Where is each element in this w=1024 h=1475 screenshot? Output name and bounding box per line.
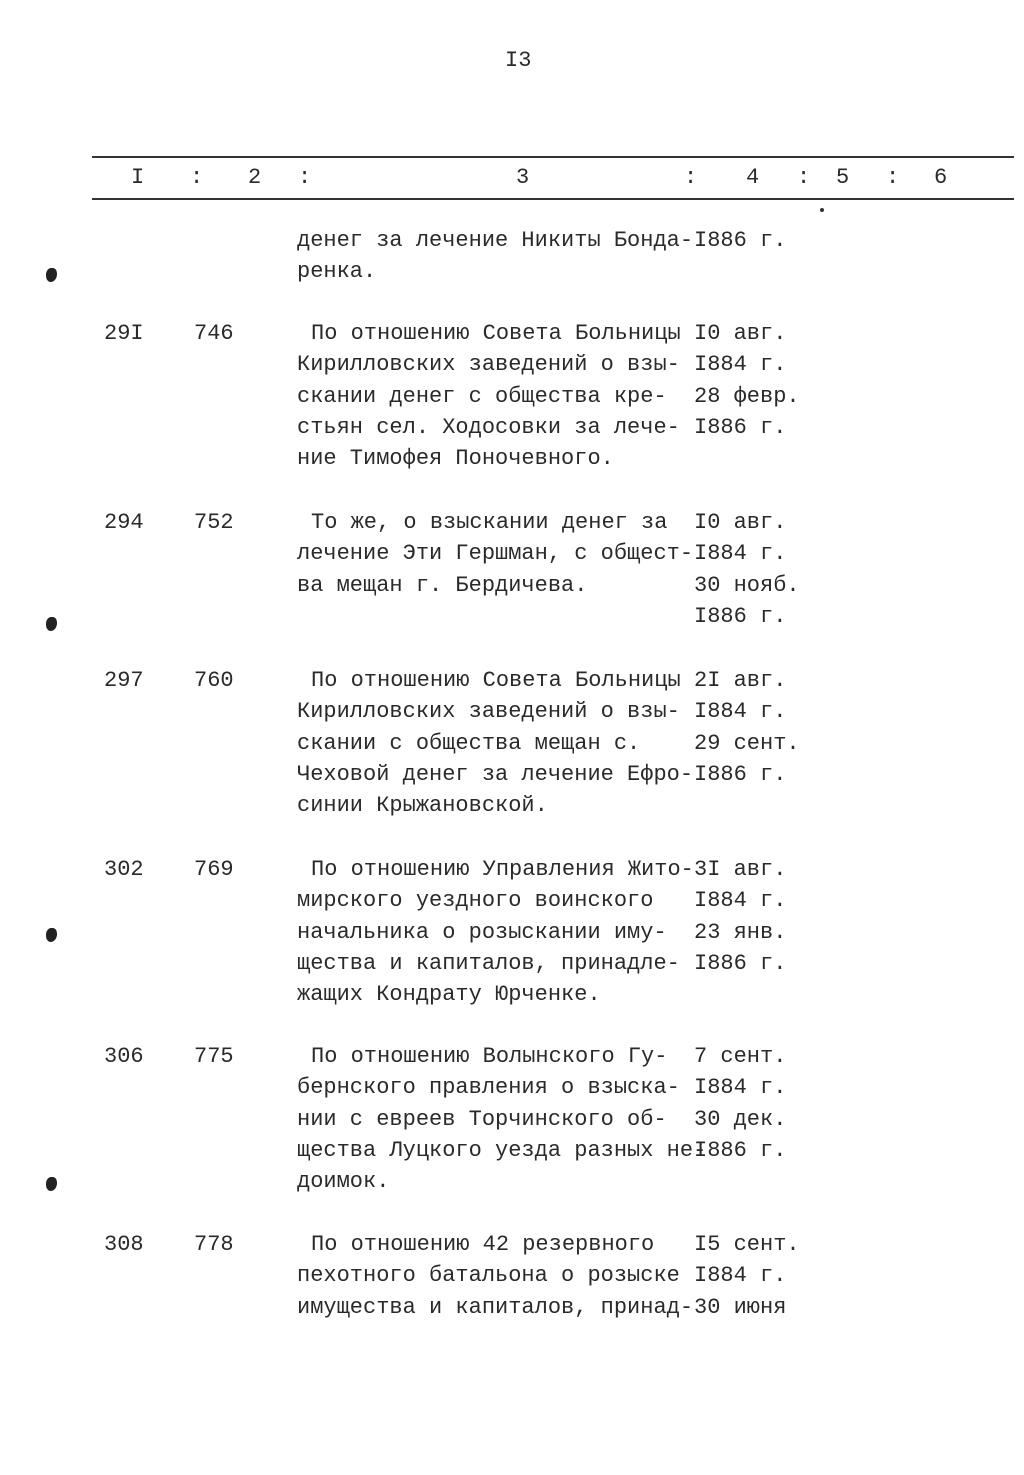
entry-dates bbox=[694, 225, 824, 256]
date-line: I884 г. bbox=[694, 1075, 787, 1101]
date-line: I884 г. bbox=[694, 352, 787, 378]
date-line: 30 июня bbox=[694, 1294, 787, 1320]
date-line: I884 г. bbox=[694, 541, 787, 567]
description-line: пехотного батальона о розыске bbox=[297, 1263, 680, 1289]
description-line: денег за лечение Никиты Бонда- bbox=[297, 228, 694, 253]
description-line: начальника о розыскании иму- bbox=[297, 919, 667, 945]
entry-file-number: 752 bbox=[194, 510, 234, 535]
description-line: синии Крыжановской. bbox=[297, 793, 548, 819]
entry-file-number: 778 bbox=[194, 1232, 234, 1257]
description-line: бернского правления о взыска- bbox=[297, 1075, 680, 1101]
column-header-3: 3 bbox=[516, 165, 530, 190]
column-separator: : bbox=[797, 165, 811, 190]
description-line: скании с общества мещан с. bbox=[297, 730, 641, 756]
entry-description bbox=[297, 1041, 707, 1197]
entry-dates bbox=[694, 665, 824, 790]
description-line: доимок. bbox=[297, 1169, 390, 1195]
entry-number: 302 bbox=[104, 857, 144, 882]
date-line: I884 г. bbox=[694, 699, 787, 725]
date-line: 30 нояб. bbox=[694, 572, 800, 598]
entry-number: 308 bbox=[104, 1232, 144, 1257]
date-line: I884 г. bbox=[694, 1263, 787, 1289]
entry-description bbox=[297, 854, 697, 1010]
entry-number: 306 bbox=[104, 1044, 144, 1069]
date-line: I886 г. bbox=[694, 761, 787, 787]
entry-dates bbox=[694, 318, 824, 443]
column-separator: : bbox=[684, 165, 698, 190]
entry-dates bbox=[694, 507, 824, 632]
date-line: 30 дек. bbox=[694, 1106, 787, 1132]
description-line: ние Тимофея Поночевного. bbox=[297, 446, 614, 472]
column-separator: : bbox=[190, 165, 204, 190]
binding-hole-mark bbox=[46, 928, 57, 942]
date-line: I886 г. bbox=[694, 603, 787, 629]
column-header-2: 2 bbox=[248, 165, 262, 190]
entry-number: 29I bbox=[104, 321, 144, 346]
date-line: I0 авг. bbox=[694, 321, 787, 346]
date-line: I884 г. bbox=[694, 888, 787, 914]
description-line: По отношению Волынского Гу- bbox=[311, 1044, 668, 1069]
date-line: I886 г. bbox=[694, 1137, 787, 1163]
page-number: I3 bbox=[505, 48, 532, 73]
description-line: щества Луцкого уезда разных не- bbox=[297, 1137, 707, 1163]
description-line: стьян сел. Ходосовки за лече- bbox=[297, 414, 680, 440]
description-line: ва мещан г. Бердичева. bbox=[297, 572, 588, 598]
entry-number: 294 bbox=[104, 510, 144, 535]
date-line: 2I авг. bbox=[694, 668, 787, 693]
date-line: 3I авг. bbox=[694, 857, 787, 882]
entry-description bbox=[297, 665, 697, 821]
date-line: I886 г. bbox=[694, 228, 787, 253]
description-line: нии с евреев Торчинского об- bbox=[297, 1106, 667, 1132]
description-line: По отношению 42 резервного bbox=[311, 1232, 655, 1257]
date-line: I5 сент. bbox=[694, 1232, 800, 1257]
date-line: 28 февр. bbox=[694, 383, 800, 409]
header-rule-top bbox=[92, 156, 1014, 158]
column-separator: : bbox=[298, 165, 312, 190]
date-line: I886 г. bbox=[694, 950, 787, 976]
entry-description bbox=[297, 225, 697, 288]
entry-dates bbox=[694, 854, 824, 979]
description-line: щества и капиталов, принадле- bbox=[297, 950, 680, 976]
entry-description bbox=[297, 507, 697, 601]
entry-file-number: 769 bbox=[194, 857, 234, 882]
ink-speck bbox=[820, 208, 824, 212]
column-header-1: I bbox=[131, 165, 145, 190]
entry-dates bbox=[694, 1229, 824, 1323]
date-line: I0 авг. bbox=[694, 510, 787, 535]
description-line: Кирилловских заведений о взы- bbox=[297, 699, 680, 725]
entry-dates bbox=[694, 1041, 824, 1166]
column-separator: : bbox=[886, 165, 900, 190]
entry-description bbox=[297, 318, 697, 474]
description-line: жащих Кондрату Юрченке. bbox=[297, 982, 601, 1008]
binding-hole-mark bbox=[46, 268, 57, 282]
date-line: 23 янв. bbox=[694, 919, 787, 945]
entry-file-number: 775 bbox=[194, 1044, 234, 1069]
binding-hole-mark bbox=[46, 1177, 57, 1191]
description-line: По отношению Управления Жито- bbox=[311, 857, 694, 882]
description-line: мирского уездного воинского bbox=[297, 888, 654, 914]
description-line: имущества и капиталов, принад- bbox=[297, 1294, 694, 1320]
entry-number: 297 bbox=[104, 668, 144, 693]
description-line: лечение Эти Гершман, с общест- bbox=[297, 541, 694, 567]
description-line: ренка. bbox=[297, 259, 377, 285]
date-line: 29 сент. bbox=[694, 730, 800, 756]
date-line: I886 г. bbox=[694, 414, 787, 440]
description-line: скании денег с общества кре- bbox=[297, 383, 667, 409]
description-line: Кирилловских заведений о взы- bbox=[297, 352, 680, 378]
description-line: То же, о взыскании денег за bbox=[311, 510, 668, 535]
column-header-5: 5 bbox=[836, 165, 850, 190]
header-rule-bottom bbox=[92, 198, 1014, 200]
entry-file-number: 746 bbox=[194, 321, 234, 346]
description-line: По отношению Совета Больницы bbox=[311, 321, 681, 346]
date-line: 7 сент. bbox=[694, 1044, 787, 1069]
column-header-4: 4 bbox=[746, 165, 760, 190]
description-line: По отношению Совета Больницы bbox=[311, 668, 681, 693]
entry-file-number: 760 bbox=[194, 668, 234, 693]
entry-description bbox=[297, 1229, 697, 1323]
column-header-6: 6 bbox=[934, 165, 948, 190]
description-line: Чеховой денег за лечение Ефро- bbox=[297, 761, 694, 787]
binding-hole-mark bbox=[46, 617, 57, 631]
